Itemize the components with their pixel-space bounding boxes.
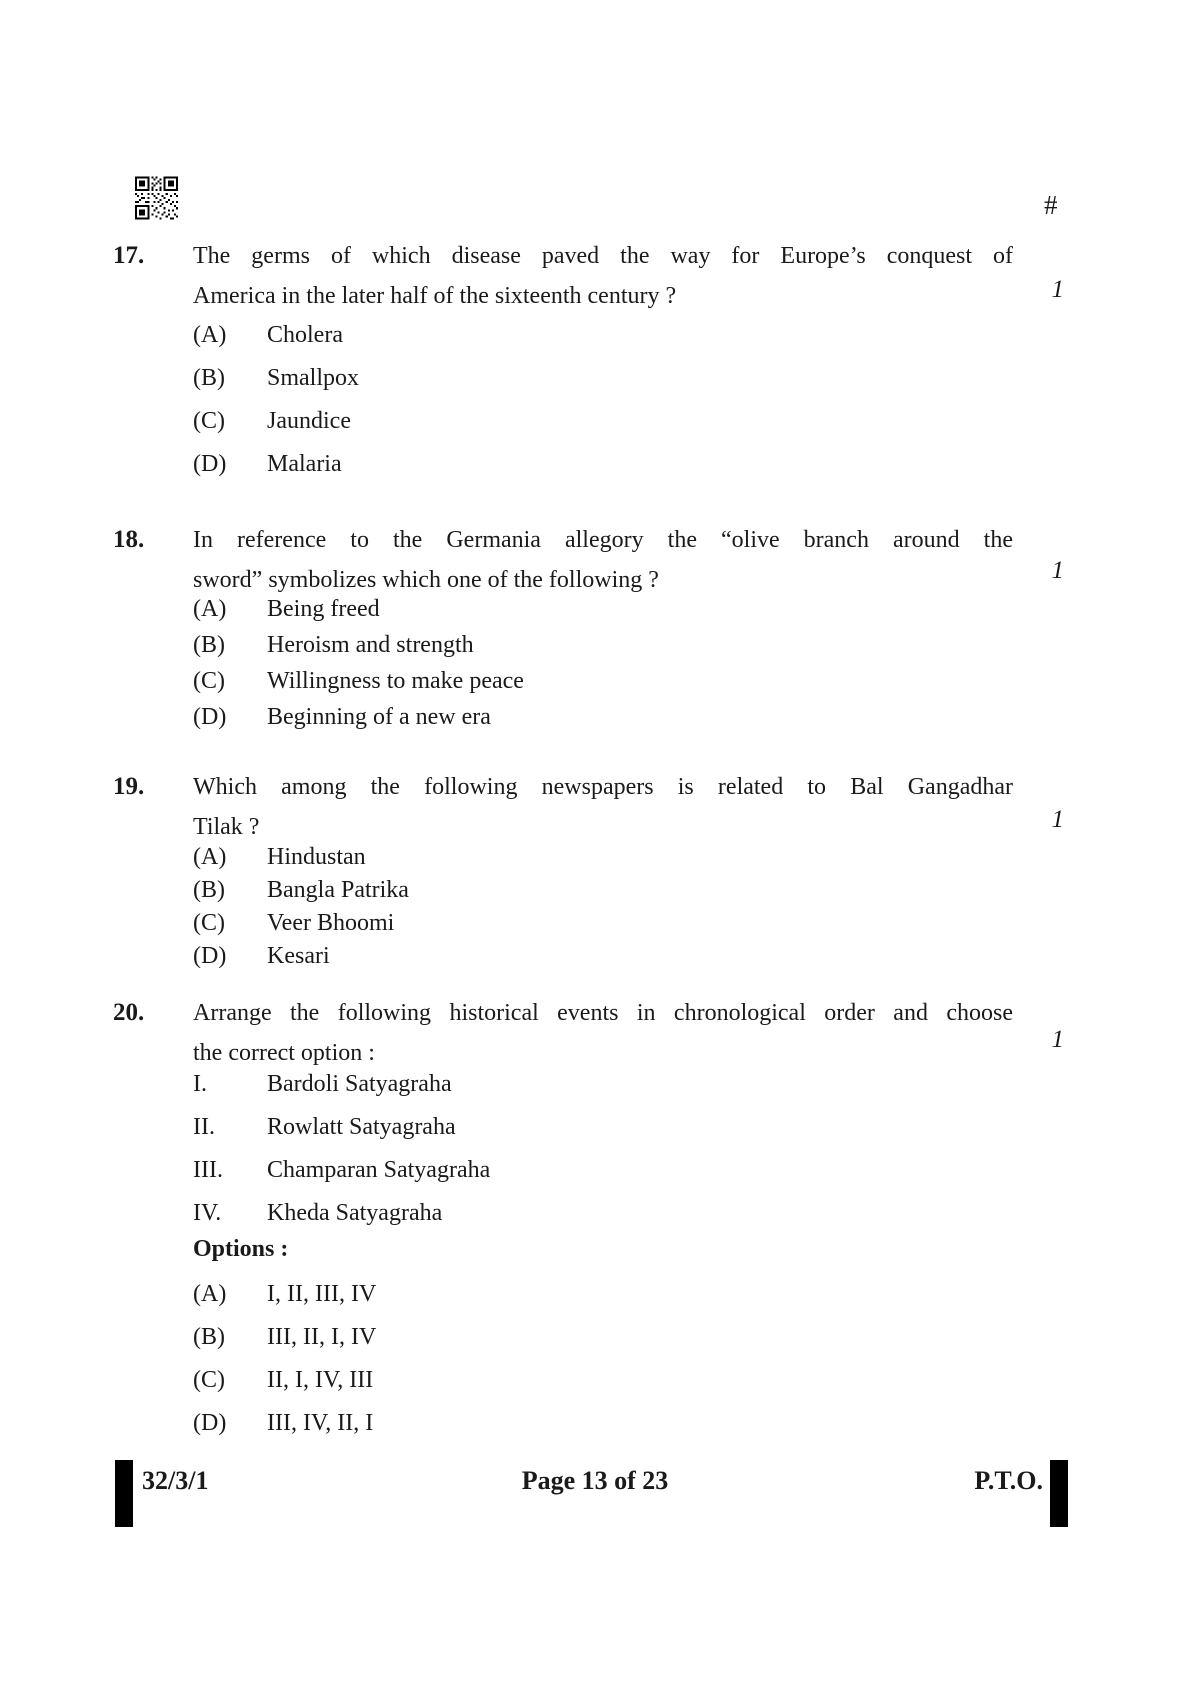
option-text: Hindustan: [267, 844, 366, 870]
option-row: [193, 1277, 1068, 1311]
option-label: (D): [193, 451, 227, 477]
option-label: (A): [193, 1281, 227, 1307]
option-text: Bangla Patrika: [267, 877, 409, 903]
option-row: [193, 1363, 1068, 1397]
option-label: (D): [193, 943, 227, 969]
option-label: (D): [193, 1410, 227, 1436]
option-label: (A): [193, 322, 227, 348]
item-label: III.: [193, 1157, 223, 1183]
question-17: [113, 236, 1068, 481]
option-label: (C): [193, 408, 225, 434]
option-text: III, IV, II, I: [267, 1410, 374, 1436]
option-row: [193, 1406, 1068, 1440]
question-18-header: [113, 520, 1068, 600]
marks-value: 1: [1051, 806, 1064, 833]
option-row: [193, 907, 1068, 940]
pto-label: P.T.O.: [974, 1466, 1043, 1495]
option-text: III, II, I, IV: [267, 1324, 377, 1350]
option-label: (D): [193, 704, 227, 730]
option-text: Kesari: [267, 943, 330, 969]
question-18: [113, 520, 1068, 734]
question-number: 17.: [113, 242, 145, 269]
question-number: 20.: [113, 999, 145, 1026]
item-text: Kheda Satyagraha: [267, 1200, 443, 1226]
question-20-items: [193, 1067, 1068, 1230]
option-row: [193, 940, 1068, 973]
paper-code: 32/3/1: [142, 1466, 209, 1495]
hash-mark: #: [1044, 190, 1058, 220]
option-label: (B): [193, 632, 225, 658]
question-number: 19.: [113, 773, 145, 800]
marks-value: 1: [1051, 276, 1064, 303]
option-row: [193, 874, 1068, 907]
option-text: Veer Bhoomi: [267, 910, 395, 936]
question-17-options: [193, 318, 1068, 481]
option-text: Heroism and strength: [267, 632, 474, 658]
question-text-line-1: The germs of which disease paved the way for Europe’s conquest of: [193, 243, 1013, 269]
question-number: 18.: [113, 526, 145, 553]
option-label: (C): [193, 668, 225, 694]
option-text: Beginning of a new era: [267, 704, 491, 730]
question-text-line-2: the correct option :: [193, 1040, 375, 1066]
option-text: Smallpox: [267, 365, 360, 391]
question-20-header: [113, 993, 1068, 1073]
question-text-line-1: Which among the following newspapers is related to Bal Gangadhar: [193, 774, 1013, 800]
option-row: [193, 318, 1068, 352]
option-row: [193, 447, 1068, 481]
question-text-line-2: Tilak ?: [193, 814, 260, 840]
option-row: [193, 1320, 1068, 1354]
item-label: I.: [193, 1071, 207, 1097]
option-row: [193, 361, 1068, 395]
question-17-header: [113, 236, 1068, 316]
page-number: Page 13 of 23: [521, 1466, 669, 1495]
option-label: (A): [193, 596, 227, 622]
option-row: [193, 404, 1068, 438]
item-label: II.: [193, 1114, 215, 1140]
question-20-options: [193, 1277, 1068, 1440]
question-text-line-1: In reference to the Germania allegory the “olive branch around the: [193, 527, 1013, 553]
question-18-options: [193, 592, 1068, 734]
option-label: (B): [193, 1324, 225, 1350]
question-19: [113, 767, 1068, 973]
item-label: IV.: [193, 1200, 222, 1226]
list-item: [193, 1110, 1068, 1144]
option-text: Being freed: [267, 596, 380, 622]
qr-code-icon: [135, 175, 178, 221]
question-text-line-2: America in the later half of the sixteenth century ?: [193, 283, 677, 309]
item-text: Champaran Satyagraha: [267, 1157, 491, 1183]
option-text: I, II, III, IV: [267, 1281, 377, 1307]
option-row: [193, 664, 1068, 698]
marks-value: 1: [1051, 557, 1064, 584]
item-text: Rowlatt Satyagraha: [267, 1114, 456, 1140]
options-heading: Options :: [193, 1236, 289, 1262]
item-text: Bardoli Satyagraha: [267, 1071, 452, 1097]
option-label: (C): [193, 910, 225, 936]
option-label: (B): [193, 877, 225, 903]
option-text: Jaundice: [267, 408, 351, 434]
option-text: Malaria: [267, 451, 342, 477]
option-text: II, I, IV, III: [267, 1367, 374, 1393]
option-row: [193, 628, 1068, 662]
option-row: [193, 700, 1068, 734]
marks-value: 1: [1051, 1026, 1064, 1053]
list-item: [193, 1196, 1068, 1230]
option-label: (B): [193, 365, 225, 391]
question-text-line-2: sword” symbolizes which one of the following ?: [193, 567, 659, 593]
option-text: Cholera: [267, 322, 343, 348]
option-text: Willingness to make peace: [267, 668, 524, 694]
question-19-header: [113, 767, 1068, 847]
question-text-line-1: Arrange the following historical events in chronological order and choose: [193, 1000, 1013, 1026]
question-19-options: [193, 841, 1068, 973]
option-label: (C): [193, 1367, 225, 1393]
option-label: (A): [193, 844, 227, 870]
list-item: [193, 1153, 1068, 1187]
question-20: [113, 993, 1068, 1440]
